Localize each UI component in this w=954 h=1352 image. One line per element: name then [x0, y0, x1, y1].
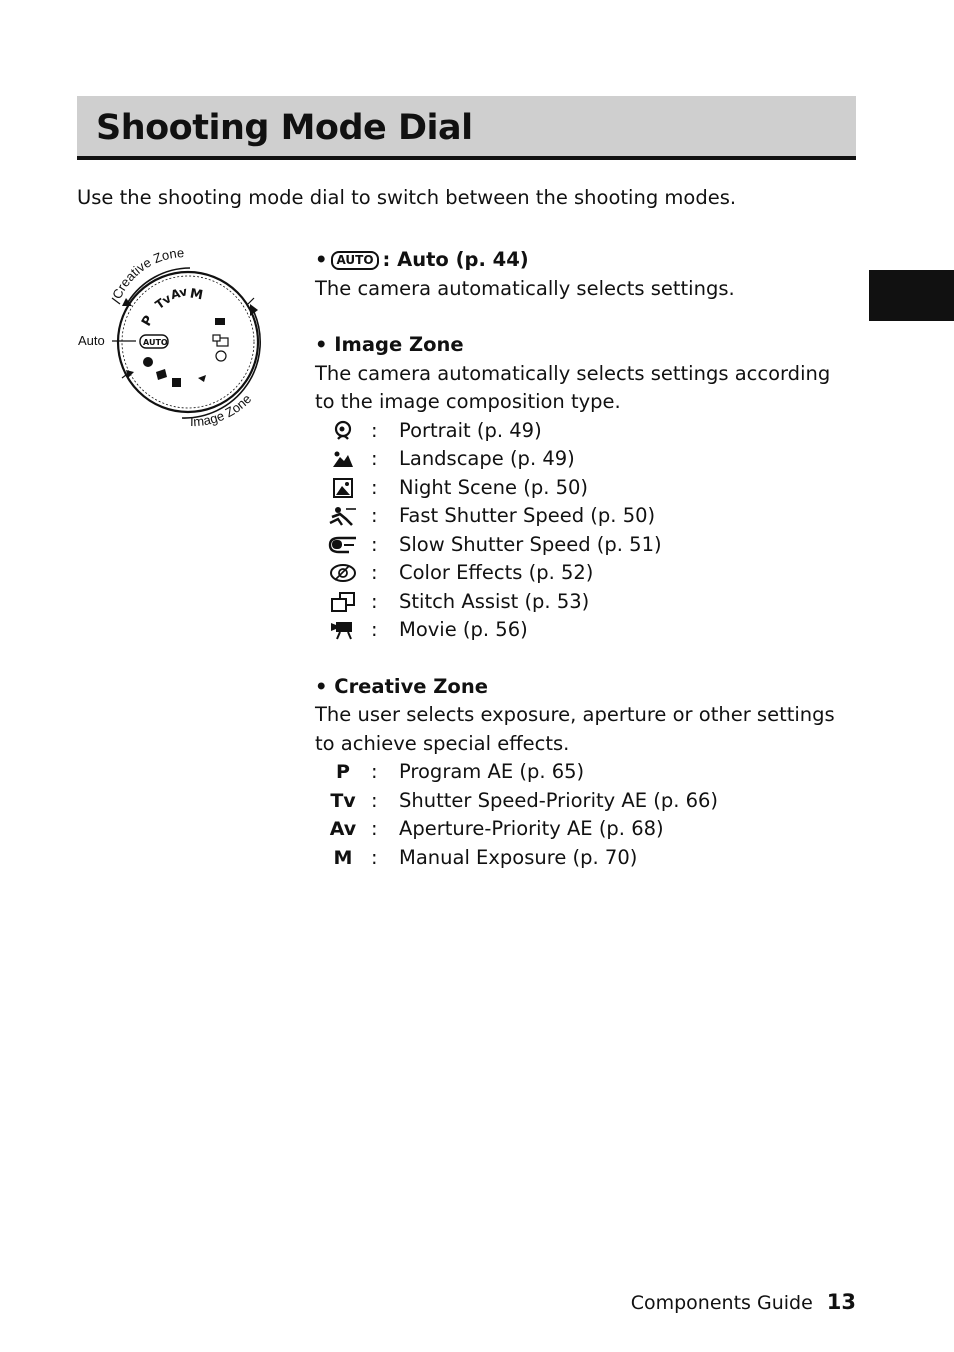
portrait-icon [315, 420, 371, 442]
chapter-tab [869, 270, 954, 321]
shutter-priority-icon: Tv [330, 789, 356, 812]
list-item: Tv : Shutter Speed-Priority AE (p. 66) [315, 787, 855, 816]
slow-shutter-icon [315, 536, 371, 554]
aperture-priority-icon: Av [329, 818, 357, 840]
list-item: : Fast Shutter Speed (p. 50) [315, 502, 855, 531]
mode-descriptions [315, 246, 855, 872]
intro-text: Use the shooting mode dial to switch between the shooting modes. [77, 186, 737, 209]
section-name: Components Guide [630, 1292, 813, 1314]
dial-letter-m: M [188, 286, 205, 304]
page-number: 13 [826, 1290, 856, 1314]
manual-exposure-icon: M [333, 846, 353, 869]
title-bar [77, 96, 856, 160]
image-zone-label: Image Zone [189, 391, 255, 430]
auto-mode-icon: AUTO [331, 251, 378, 270]
color-effects-icon [315, 563, 371, 583]
list-item: : Slow Shutter Speed (p. 51) [315, 531, 855, 560]
dial-letter-av: Av [169, 284, 189, 303]
movie-icon [315, 619, 371, 641]
creative-zone-heading: • Creative Zone [315, 674, 488, 698]
page-footer [631, 1290, 856, 1314]
image-zone-heading: • Image Zone [315, 333, 464, 356]
image-zone-description: The camera automatically selects settings according to the image composition type. [315, 361, 831, 413]
creative-zone-label: Creative Zone [109, 245, 185, 302]
dial-bezel [118, 272, 258, 412]
auto-heading: • AUTO : Auto (p. 44) [315, 248, 529, 271]
list-item: P : Program AE (p. 65) [315, 758, 855, 787]
dial-letter-p: P [139, 313, 157, 329]
list-item: : Portrait (p. 49) [315, 417, 855, 446]
page-title: Shooting Mode Dial [96, 108, 473, 148]
list-item: : Color Effects (p. 52) [315, 559, 855, 588]
list-item: : Stitch Assist (p. 53) [315, 588, 855, 617]
list-item: : Night Scene (p. 50) [315, 474, 855, 503]
landscape-icon [315, 450, 371, 468]
list-item: M : Manual Exposure (p. 70) [315, 844, 855, 873]
dial-letter-tv: Tv [152, 291, 174, 313]
creative-zone-description: The user selects exposure, aperture or other settings to achieve special effects. [315, 703, 835, 755]
auto-label: Auto [78, 333, 105, 348]
auto-description: The camera automatically selects settings. [315, 276, 735, 300]
svg-text:AUTO: AUTO [143, 338, 168, 347]
stitch-assist-icon [315, 592, 371, 612]
night-scene-icon [315, 478, 371, 498]
list-item: : Landscape (p. 49) [315, 445, 855, 474]
arrow-icon [250, 304, 258, 316]
list-item: : Movie (p. 56) [315, 616, 855, 645]
list-item: Av : Aperture-Priority AE (p. 68) [315, 815, 855, 844]
mode-dial-diagram [70, 240, 280, 440]
dial-scene-icons [143, 318, 228, 387]
fast-shutter-icon [315, 505, 371, 527]
program-ae-icon: P [336, 761, 350, 783]
